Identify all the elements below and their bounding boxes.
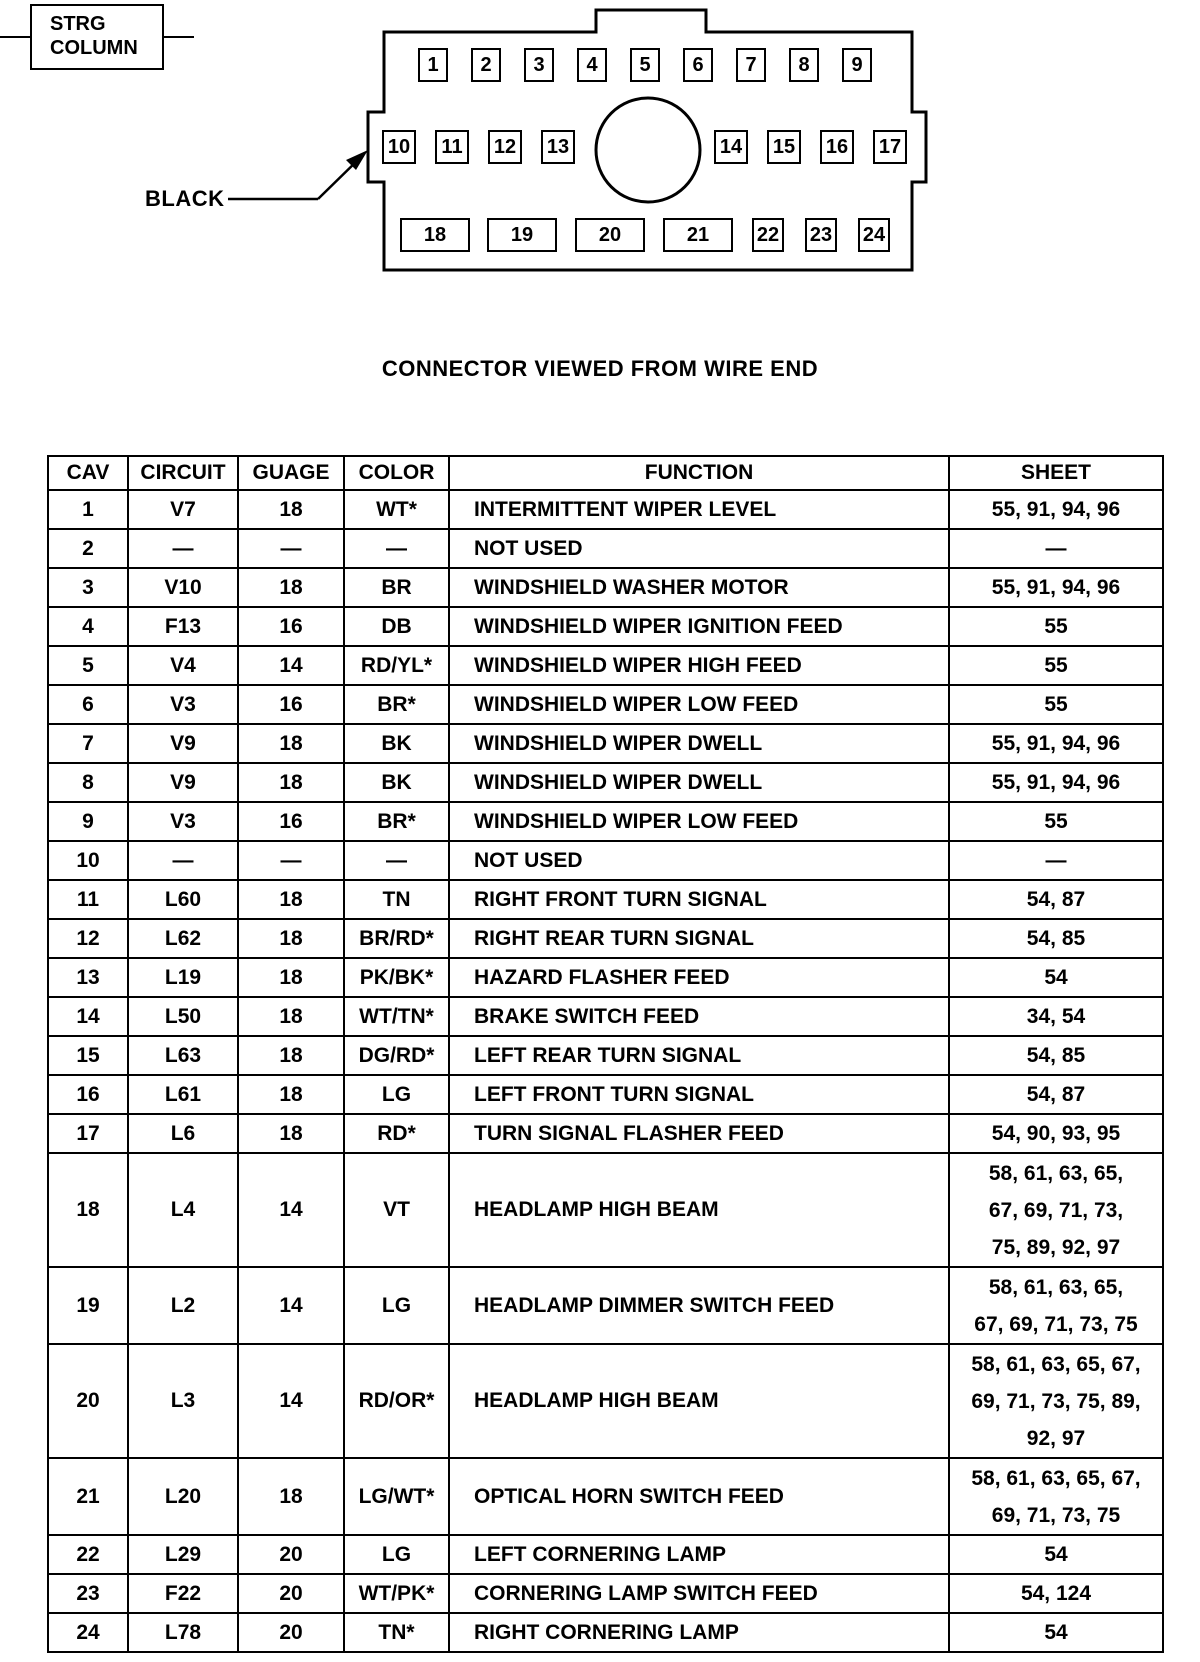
cell-sheet <box>949 1535 1163 1574</box>
cell-function: HEADLAMP HIGH BEAM <box>449 1153 949 1267</box>
cell-function: WINDSHIELD WIPER LOW FEED <box>449 685 949 724</box>
cell-sheet <box>949 919 1163 958</box>
header-cav: CAV <box>48 456 128 490</box>
connector-pin-2: 2 <box>471 48 501 82</box>
sheet-line: 58, 61, 63, 65, 67, <box>971 1352 1141 1376</box>
connector-pin-19: 19 <box>487 218 557 252</box>
cell-color: BK <box>344 724 449 763</box>
sheet-line: 67, 69, 71, 73, 75 <box>974 1312 1138 1336</box>
cell-cav: 24 <box>48 1613 128 1652</box>
cell-function: WINDSHIELD WIPER DWELL <box>449 724 949 763</box>
cell-function: HEADLAMP HIGH BEAM <box>449 1344 949 1458</box>
sheet-line: — <box>1045 849 1067 872</box>
connector-pin-1: 1 <box>418 48 448 82</box>
connector-pin-14: 14 <box>714 130 748 164</box>
table-row <box>48 1613 1163 1652</box>
connector-pin-18: 18 <box>400 218 470 252</box>
component-label-line-2: COLUMN <box>50 37 138 59</box>
connector-pin-11: 11 <box>435 130 469 164</box>
cell-circuit: L50 <box>128 997 238 1036</box>
cell-color: RD/YL* <box>344 646 449 685</box>
cell-color: LG <box>344 1267 449 1344</box>
cell-function: NOT USED <box>449 529 949 568</box>
cell-sheet <box>949 958 1163 997</box>
cell-sheet <box>949 529 1163 568</box>
sheet-line: 54, 90, 93, 95 <box>991 1122 1121 1145</box>
cell-cav: 1 <box>48 490 128 529</box>
cell-sheet <box>949 1153 1163 1267</box>
sheet-line: 54, 87 <box>1026 888 1086 911</box>
cell-color: LG/WT* <box>344 1458 449 1535</box>
table-row <box>48 763 1163 802</box>
header-gauge: GUAGE <box>238 456 344 490</box>
cell-color: LG <box>344 1075 449 1114</box>
cell-function: WINDSHIELD WIPER LOW FEED <box>449 802 949 841</box>
cell-cav: 21 <box>48 1458 128 1535</box>
component-label-line-1: STRG <box>50 13 106 35</box>
cell-sheet <box>949 763 1163 802</box>
connector-pin-23: 23 <box>805 218 837 252</box>
cell-color: VT <box>344 1153 449 1267</box>
cell-gauge: — <box>238 841 344 880</box>
cell-sheet <box>949 568 1163 607</box>
sheet-line: 55 <box>1044 693 1068 716</box>
cell-color: LG <box>344 1535 449 1574</box>
table-row <box>48 1458 1163 1535</box>
cell-function: TURN SIGNAL FLASHER FEED <box>449 1114 949 1153</box>
header-sheet: SHEET <box>949 456 1163 490</box>
table-row <box>48 880 1163 919</box>
table-row <box>48 997 1163 1036</box>
cell-circuit: L19 <box>128 958 238 997</box>
cell-function: LEFT REAR TURN SIGNAL <box>449 1036 949 1075</box>
cell-cav: 22 <box>48 1535 128 1574</box>
connector-pin-10: 10 <box>382 130 416 164</box>
cell-sheet <box>949 607 1163 646</box>
cell-cav: 14 <box>48 997 128 1036</box>
cell-color: DB <box>344 607 449 646</box>
cell-cav: 12 <box>48 919 128 958</box>
cell-cav: 19 <box>48 1267 128 1344</box>
cell-sheet <box>949 880 1163 919</box>
cell-gauge: 18 <box>238 1114 344 1153</box>
sheet-line: 58, 61, 63, 65, <box>988 1275 1124 1299</box>
cell-gauge: 16 <box>238 685 344 724</box>
cell-circuit: L29 <box>128 1535 238 1574</box>
table-row <box>48 685 1163 724</box>
cell-cav: 7 <box>48 724 128 763</box>
cell-color: RD* <box>344 1114 449 1153</box>
cell-color: WT/TN* <box>344 997 449 1036</box>
cell-gauge: — <box>238 529 344 568</box>
cell-color: TN* <box>344 1613 449 1652</box>
table-row <box>48 1267 1163 1344</box>
cell-gauge: 14 <box>238 646 344 685</box>
cell-circuit: L3 <box>128 1344 238 1458</box>
cell-function: RIGHT CORNERING LAMP <box>449 1613 949 1652</box>
cell-circuit: L63 <box>128 1036 238 1075</box>
cell-cav: 8 <box>48 763 128 802</box>
cell-function: WINDSHIELD WIPER DWELL <box>449 763 949 802</box>
connector-pin-24: 24 <box>858 218 890 252</box>
cell-circuit: L78 <box>128 1613 238 1652</box>
connector-pin-9: 9 <box>842 48 872 82</box>
cell-gauge: 18 <box>238 763 344 802</box>
connector-pin-5: 5 <box>630 48 660 82</box>
cell-cav: 16 <box>48 1075 128 1114</box>
cell-color: RD/OR* <box>344 1344 449 1458</box>
sheet-line: 67, 69, 71, 73, <box>988 1198 1124 1222</box>
cell-circuit: V7 <box>128 490 238 529</box>
connector-center-hole <box>596 98 700 202</box>
cell-cav: 17 <box>48 1114 128 1153</box>
table-row <box>48 958 1163 997</box>
black-arrow-shaft <box>318 156 362 199</box>
connector-pin-7: 7 <box>736 48 766 82</box>
table-row <box>48 841 1163 880</box>
cell-gauge: 14 <box>238 1153 344 1267</box>
connector-pin-17: 17 <box>873 130 907 164</box>
cell-gauge: 16 <box>238 607 344 646</box>
cell-gauge: 16 <box>238 802 344 841</box>
cell-function: BRAKE SWITCH FEED <box>449 997 949 1036</box>
connector-outline <box>0 0 1200 300</box>
cell-cav: 18 <box>48 1153 128 1267</box>
sheet-line: 54 <box>1044 1543 1068 1566</box>
black-arrow-head <box>346 150 368 170</box>
connector-color-label: BLACK <box>145 186 225 211</box>
diagram-caption: CONNECTOR VIEWED FROM WIRE END <box>381 356 819 381</box>
cell-circuit: F22 <box>128 1574 238 1613</box>
connector-pin-13: 13 <box>541 130 575 164</box>
connector-pin-6: 6 <box>683 48 713 82</box>
cell-sheet <box>949 1344 1163 1458</box>
cell-circuit: — <box>128 841 238 880</box>
cell-color: — <box>344 529 449 568</box>
cell-sheet <box>949 1574 1163 1613</box>
connector-pin-12: 12 <box>488 130 522 164</box>
table-row <box>48 607 1163 646</box>
sheet-line: 69, 71, 73, 75 <box>991 1503 1121 1527</box>
table-row <box>48 490 1163 529</box>
component-label <box>30 4 164 70</box>
cell-cav: 11 <box>48 880 128 919</box>
cell-sheet <box>949 997 1163 1036</box>
cell-sheet <box>949 1036 1163 1075</box>
cell-cav: 9 <box>48 802 128 841</box>
sheet-line: 55, 91, 94, 96 <box>991 732 1121 755</box>
cell-sheet <box>949 490 1163 529</box>
sheet-line: 55 <box>1044 615 1068 638</box>
table-row <box>48 1344 1163 1458</box>
cell-function: INTERMITTENT WIPER LEVEL <box>449 490 949 529</box>
cell-gauge: 18 <box>238 880 344 919</box>
cell-cav: 10 <box>48 841 128 880</box>
cell-color: — <box>344 841 449 880</box>
cell-function: WINDSHIELD WASHER MOTOR <box>449 568 949 607</box>
lead-line-right <box>162 36 194 38</box>
cell-function: LEFT CORNERING LAMP <box>449 1535 949 1574</box>
cell-gauge: 14 <box>238 1344 344 1458</box>
cell-cav: 6 <box>48 685 128 724</box>
cell-circuit: L4 <box>128 1153 238 1267</box>
cell-function: CORNERING LAMP SWITCH FEED <box>449 1574 949 1613</box>
table-row <box>48 724 1163 763</box>
cell-cav: 15 <box>48 1036 128 1075</box>
connector-pin-15: 15 <box>767 130 801 164</box>
sheet-line: 34, 54 <box>1026 1005 1086 1028</box>
cell-color: TN <box>344 880 449 919</box>
cell-color: BR/RD* <box>344 919 449 958</box>
cell-circuit: L61 <box>128 1075 238 1114</box>
cell-circuit: F13 <box>128 607 238 646</box>
cell-gauge: 20 <box>238 1535 344 1574</box>
table-row <box>48 1574 1163 1613</box>
table-row <box>48 919 1163 958</box>
connector-pin-21: 21 <box>663 218 733 252</box>
cell-circuit: V3 <box>128 802 238 841</box>
cell-gauge: 18 <box>238 919 344 958</box>
cell-cav: 5 <box>48 646 128 685</box>
lead-line-left <box>0 36 32 38</box>
cell-cav: 20 <box>48 1344 128 1458</box>
sheet-line: 58, 61, 63, 65, 67, <box>971 1466 1141 1490</box>
table-row <box>48 1535 1163 1574</box>
cell-cav: 2 <box>48 529 128 568</box>
cell-circuit: V4 <box>128 646 238 685</box>
connector-pin-22: 22 <box>752 218 784 252</box>
connector-pin-8: 8 <box>789 48 819 82</box>
cell-color: BK <box>344 763 449 802</box>
cell-sheet <box>949 1114 1163 1153</box>
cell-circuit: V3 <box>128 685 238 724</box>
cell-sheet <box>949 1267 1163 1344</box>
sheet-line: 54 <box>1044 966 1068 989</box>
cell-function: HEADLAMP DIMMER SWITCH FEED <box>449 1267 949 1344</box>
cell-color: DG/RD* <box>344 1036 449 1075</box>
connector-pin-16: 16 <box>820 130 854 164</box>
sheet-line: 55 <box>1044 654 1068 677</box>
table-row <box>48 1036 1163 1075</box>
cell-color: WT* <box>344 490 449 529</box>
cell-color: BR* <box>344 802 449 841</box>
cell-function: WINDSHIELD WIPER HIGH FEED <box>449 646 949 685</box>
sheet-line: — <box>1045 537 1067 560</box>
table-row <box>48 568 1163 607</box>
sheet-line: 55, 91, 94, 96 <box>991 498 1121 521</box>
sheet-line: 55, 91, 94, 96 <box>991 576 1121 599</box>
sheet-line: 54 <box>1044 1621 1068 1644</box>
cell-gauge: 18 <box>238 958 344 997</box>
header-circuit: CIRCUIT <box>128 456 238 490</box>
cell-sheet <box>949 1613 1163 1652</box>
cell-function: LEFT FRONT TURN SIGNAL <box>449 1075 949 1114</box>
table-row <box>48 529 1163 568</box>
cell-cav: 23 <box>48 1574 128 1613</box>
cell-sheet <box>949 841 1163 880</box>
cell-gauge: 20 <box>238 1574 344 1613</box>
sheet-line: 75, 89, 92, 97 <box>991 1235 1121 1259</box>
cell-function: RIGHT REAR TURN SIGNAL <box>449 919 949 958</box>
cell-function: WINDSHIELD WIPER IGNITION FEED <box>449 607 949 646</box>
cell-sheet <box>949 1458 1163 1535</box>
cell-color: BR* <box>344 685 449 724</box>
cell-circuit: L62 <box>128 919 238 958</box>
cell-function: RIGHT FRONT TURN SIGNAL <box>449 880 949 919</box>
cell-circuit: L6 <box>128 1114 238 1153</box>
cell-cav: 13 <box>48 958 128 997</box>
cell-function: OPTICAL HORN SWITCH FEED <box>449 1458 949 1535</box>
cell-gauge: 18 <box>238 1036 344 1075</box>
connector-pin-4: 4 <box>577 48 607 82</box>
cell-gauge: 18 <box>238 568 344 607</box>
cell-gauge: 20 <box>238 1613 344 1652</box>
sheet-line: 54, 85 <box>1026 1044 1086 1067</box>
cell-sheet <box>949 685 1163 724</box>
cell-sheet <box>949 802 1163 841</box>
cell-gauge: 14 <box>238 1267 344 1344</box>
cell-gauge: 18 <box>238 1075 344 1114</box>
cell-circuit: V10 <box>128 568 238 607</box>
cell-sheet <box>949 1075 1163 1114</box>
cell-sheet <box>949 724 1163 763</box>
cell-gauge: 18 <box>238 724 344 763</box>
cavity-table <box>47 455 1164 1653</box>
table-row <box>48 802 1163 841</box>
cell-circuit: — <box>128 529 238 568</box>
sheet-line: 54, 124 <box>1020 1582 1092 1605</box>
sheet-line: 55 <box>1044 810 1068 833</box>
cell-circuit: V9 <box>128 763 238 802</box>
cell-color: BR <box>344 568 449 607</box>
cell-cav: 3 <box>48 568 128 607</box>
sheet-line: 92, 97 <box>1026 1426 1086 1450</box>
sheet-line: 54, 87 <box>1026 1083 1086 1106</box>
cell-color: PK/BK* <box>344 958 449 997</box>
sheet-line: 55, 91, 94, 96 <box>991 771 1121 794</box>
table-row <box>48 1114 1163 1153</box>
cell-color: WT/PK* <box>344 1574 449 1613</box>
connector-pin-3: 3 <box>524 48 554 82</box>
cell-gauge: 18 <box>238 490 344 529</box>
sheet-line: 69, 71, 73, 75, 89, <box>971 1389 1141 1413</box>
cell-circuit: L20 <box>128 1458 238 1535</box>
sheet-line: 54, 85 <box>1026 927 1086 950</box>
cell-gauge: 18 <box>238 1458 344 1535</box>
cell-circuit: L2 <box>128 1267 238 1344</box>
cell-circuit: L60 <box>128 880 238 919</box>
cell-circuit: V9 <box>128 724 238 763</box>
cell-sheet <box>949 646 1163 685</box>
cell-gauge: 18 <box>238 997 344 1036</box>
sheet-line: 58, 61, 63, 65, <box>988 1161 1124 1185</box>
table-header-row <box>48 456 1163 490</box>
table-row <box>48 646 1163 685</box>
table-row <box>48 1153 1163 1267</box>
cell-function: HAZARD FLASHER FEED <box>449 958 949 997</box>
header-function: FUNCTION <box>449 456 949 490</box>
cell-function: NOT USED <box>449 841 949 880</box>
connector-pin-20: 20 <box>575 218 645 252</box>
cell-cav: 4 <box>48 607 128 646</box>
header-color: COLOR <box>344 456 449 490</box>
table-row <box>48 1075 1163 1114</box>
